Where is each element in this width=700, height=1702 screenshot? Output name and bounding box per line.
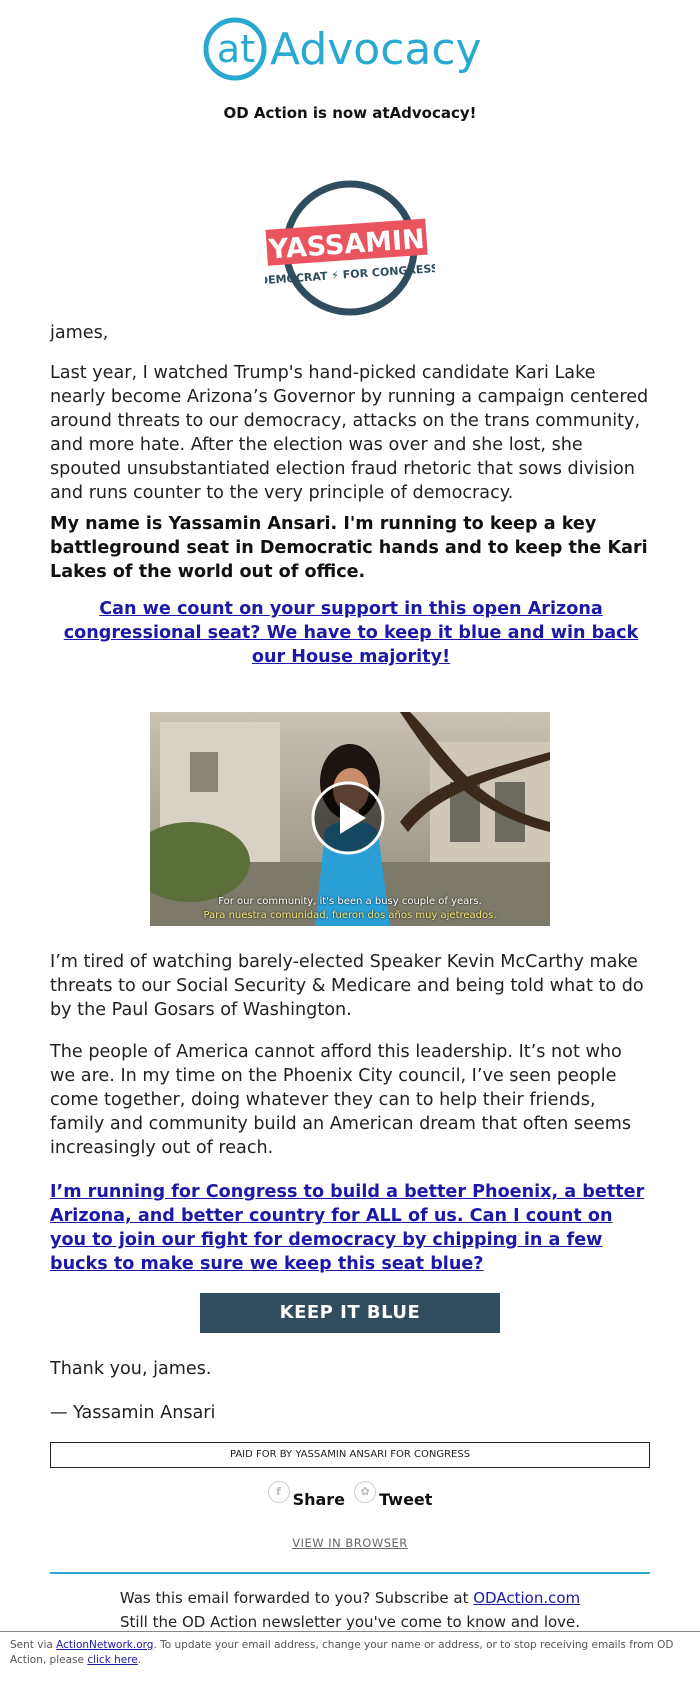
twitter-icon: ✿ bbox=[354, 1481, 376, 1503]
svg-text:at: at bbox=[216, 27, 256, 71]
actionnetwork-link[interactable]: ActionNetwork.org bbox=[56, 1639, 154, 1651]
campaign-logo bbox=[265, 176, 435, 326]
tweet-label: Tweet bbox=[379, 1490, 433, 1509]
view-in-browser-link[interactable]: VIEW IN BROWSER bbox=[292, 1536, 408, 1550]
footer-end: . bbox=[137, 1654, 142, 1666]
greeting: james, bbox=[50, 323, 109, 343]
svg-text:Advocacy: Advocacy bbox=[270, 24, 482, 75]
unsubscribe-link[interactable]: click here bbox=[87, 1654, 138, 1666]
play-icon[interactable] bbox=[310, 780, 386, 856]
paid-for-disclaimer: PAID FOR BY YASSAMIN ANSARI FOR CONGRESS bbox=[50, 1442, 650, 1468]
paragraph-3: I’m tired of watching barely-elected Speaker Kevin McCarthy make threats to our Social Security & Medicare and being told what to do by the Paul Gosars of Washington. bbox=[50, 952, 644, 1020]
share-label: Share bbox=[292, 1490, 346, 1509]
share-button[interactable] bbox=[268, 1487, 345, 1509]
brand-logo[interactable] bbox=[0, 14, 700, 88]
divider bbox=[50, 1572, 650, 1574]
footer-sent-via: Sent via bbox=[10, 1639, 53, 1651]
paragraph-2: My name is Yassamin Ansari. I'm running to keep a key battleground seat in Democratic hands and to keep the Kari Lakes of the world out of office. bbox=[50, 514, 648, 582]
tweet-button[interactable] bbox=[354, 1487, 432, 1509]
facebook-icon: f bbox=[268, 1481, 290, 1503]
donate-link[interactable]: I’m running for Congress to build a better Phoenix, a better Arizona, and better country for ALL of us. Can I count on you to join our fight for democracy by chipping in a few bucks to make sure we keep this seat blue? bbox=[50, 1182, 645, 1274]
footer-text: . To update your email address, change your name or address, or to stop receiving emails from OD Action, please bbox=[10, 1639, 674, 1666]
video-caption-english: For our community, it's been a busy couple of years. bbox=[218, 896, 482, 907]
footer bbox=[10, 1638, 690, 1668]
paragraph-4: The people of America cannot afford this leadership. It’s not who we are. In my time on the Phoenix City council, I’ve seen people come together, doing whatever they can to help their friends, family and community build an American dream that often seems increasingly out of reach. bbox=[50, 1042, 631, 1158]
tagline: OD Action is now atAdvocacy! bbox=[223, 104, 477, 122]
logo-subtitle: DEMOCRAT ⚡ FOR CONGRESS bbox=[265, 261, 435, 288]
paragraph-1: Last year, I watched Trump's hand-picked candidate Kari Lake nearly become Arizona’s Governor by running a campaign centered around threats to our democracy, attacks on the trans community, and more hate. After the election was over and she lost, she spouted unsubstantiated election fraud rhetoric that sows division and runs counter to the very principle of democracy. bbox=[50, 363, 649, 503]
social-share-bar bbox=[0, 1486, 700, 1509]
forward-prefix: Was this email forwarded to you? Subscribe at bbox=[119, 1589, 469, 1607]
footer-divider bbox=[0, 1631, 700, 1632]
forward-notice bbox=[0, 1586, 700, 1634]
forward-line2: Still the OD Action newsletter you've come to know and love. bbox=[119, 1613, 581, 1631]
thanks-line: Thank you, james. bbox=[50, 1359, 212, 1379]
keep-it-blue-button[interactable]: KEEP IT BLUE bbox=[200, 1293, 500, 1333]
at-symbol-icon bbox=[200, 14, 500, 84]
support-link[interactable]: Can we count on your support in this open Arizona congressional seat? We have to keep it blue and win back our House majority! bbox=[63, 599, 639, 667]
video-thumbnail[interactable] bbox=[150, 712, 550, 926]
odaction-link[interactable]: ODAction.com bbox=[473, 1589, 581, 1607]
logo-name: YASSAMIN bbox=[267, 223, 426, 266]
video-caption-spanish: Para nuestra comunidad, fueron dos años muy ajetreados. bbox=[203, 910, 497, 921]
signoff: — Yassamin Ansari bbox=[50, 1403, 216, 1423]
